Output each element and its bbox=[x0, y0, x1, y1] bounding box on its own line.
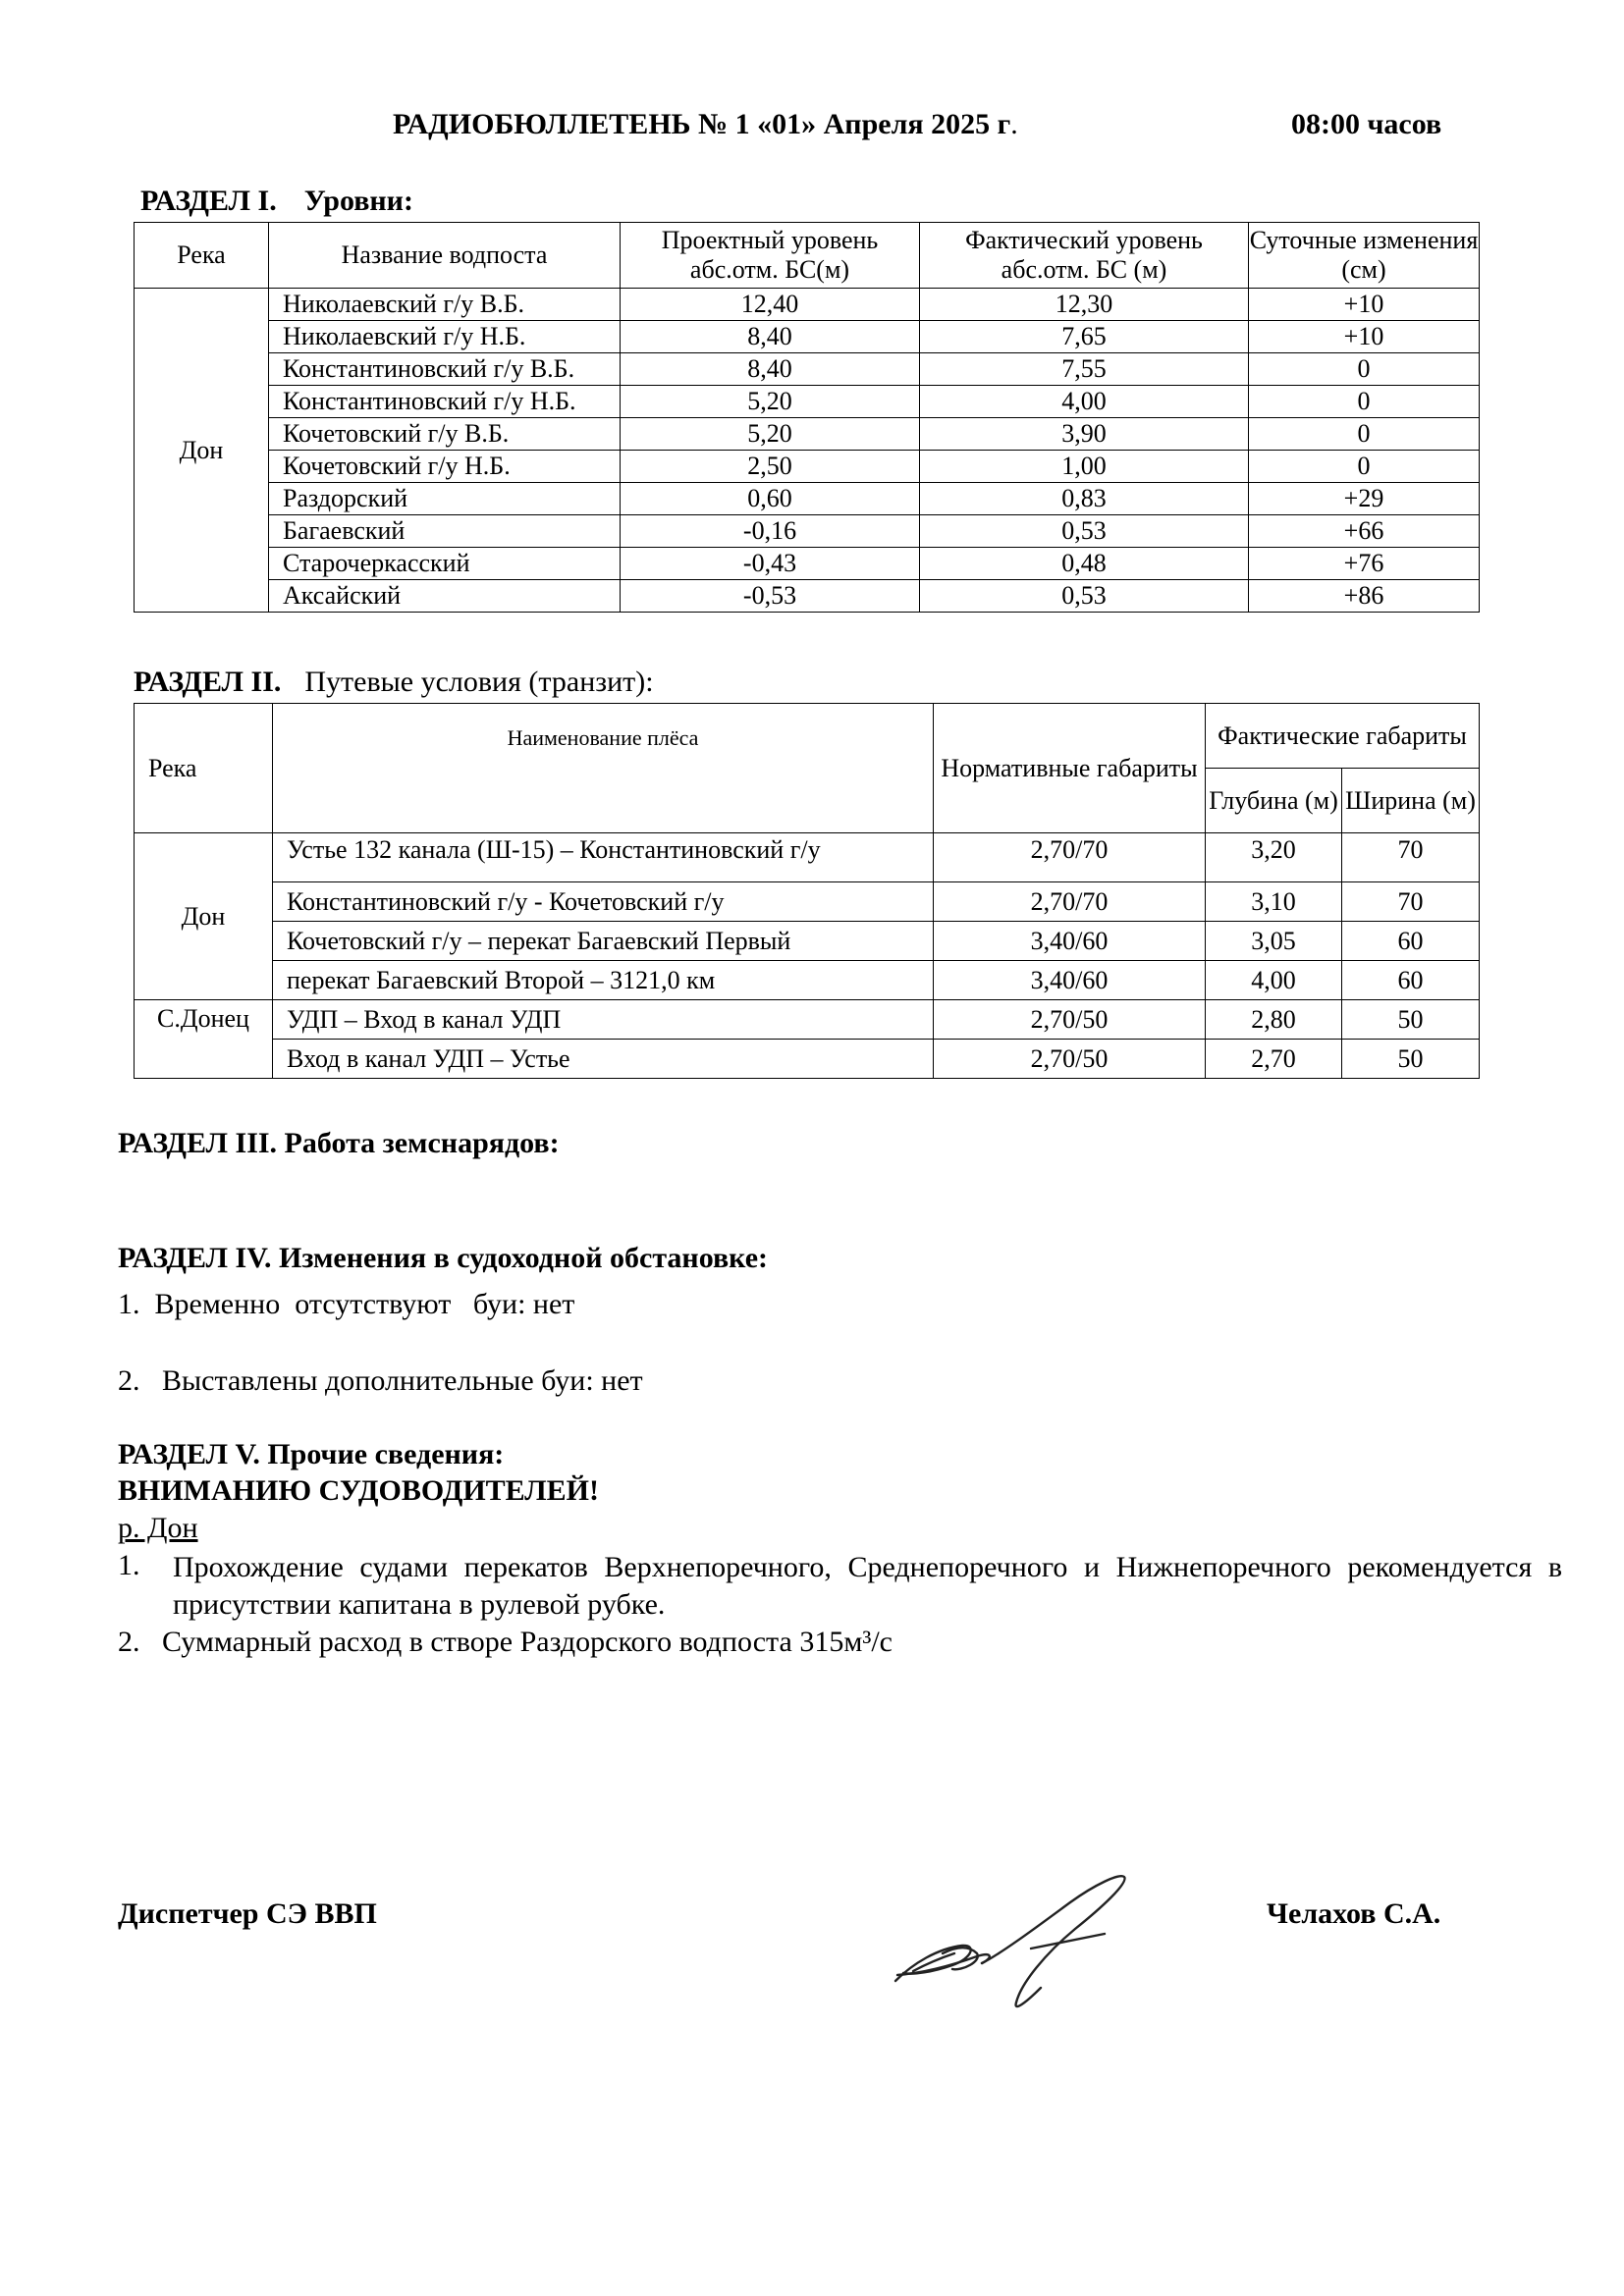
normative-cell: 3,40/60 bbox=[934, 922, 1206, 961]
stretch-cell: Устье 132 канала (Ш-15) – Константиновский г/у bbox=[273, 833, 934, 882]
river-cell: Дон bbox=[135, 833, 273, 1000]
section5-heading: РАЗДЕЛ V. Прочие сведения: bbox=[118, 1438, 505, 1470]
actual-level-cell: 0,53 bbox=[920, 515, 1249, 548]
design-level-cell: 8,40 bbox=[621, 321, 920, 353]
signature-image bbox=[884, 1855, 1178, 2022]
normative-cell: 2,70/50 bbox=[934, 1040, 1206, 1079]
table-row bbox=[135, 882, 1480, 922]
table-row bbox=[135, 1040, 1480, 1079]
col-header-depth: Глубина (м) bbox=[1206, 769, 1342, 833]
daily-change-cell: 0 bbox=[1249, 353, 1480, 386]
attention-heading: ВНИМАНИЮ СУДОВОДИТЕЛЕЙ! bbox=[118, 1474, 599, 1507]
post-cell: Константиновский г/у Н.Б. bbox=[269, 386, 621, 418]
design-level-cell: -0,16 bbox=[621, 515, 920, 548]
col-header-post: Название водпоста bbox=[269, 223, 621, 289]
normative-cell: 3,40/60 bbox=[934, 961, 1206, 1000]
transit-table bbox=[134, 703, 1480, 1079]
levels-table bbox=[134, 222, 1480, 613]
design-level-cell: -0,43 bbox=[621, 548, 920, 580]
table-row bbox=[135, 833, 1480, 882]
width-cell: 60 bbox=[1342, 922, 1480, 961]
daily-change-cell: 0 bbox=[1249, 451, 1480, 483]
depth-cell: 2,80 bbox=[1206, 1000, 1342, 1040]
col-header-design-level: Проектный уровень абс.отм. БС(м) bbox=[621, 223, 920, 289]
table-row bbox=[135, 515, 1480, 548]
depth-cell: 2,70 bbox=[1206, 1040, 1342, 1079]
daily-change-cell: +76 bbox=[1249, 548, 1480, 580]
actual-level-cell: 12,30 bbox=[920, 289, 1249, 321]
col-header-width: Ширина (м) bbox=[1342, 769, 1480, 833]
actual-level-cell: 4,00 bbox=[920, 386, 1249, 418]
width-cell: 70 bbox=[1342, 833, 1480, 882]
section5-item: Прохождение судами перекатов Верхнепоречного, Среднепоречного и Нижнепоречного рекомендуется в присутствии капитана в рулевой рубке. bbox=[173, 1551, 1562, 1621]
dispatcher-position: Диспетчер СЭ ВВП bbox=[118, 1897, 377, 1930]
design-level-cell: 8,40 bbox=[621, 353, 920, 386]
post-cell: Кочетовский г/у В.Б. bbox=[269, 418, 621, 451]
section4-item: 1. Временно отсутствуют буи: нет bbox=[118, 1288, 575, 1320]
normative-cell: 2,70/50 bbox=[934, 1000, 1206, 1040]
table-row bbox=[135, 548, 1480, 580]
col-header-daily-change: Суточные изменения (см) bbox=[1249, 223, 1480, 289]
section5-item-number: 1. bbox=[118, 1549, 140, 1581]
river-label: р. Дон bbox=[118, 1512, 198, 1544]
table-row bbox=[135, 922, 1480, 961]
daily-change-cell: +10 bbox=[1249, 321, 1480, 353]
section1-heading: РАЗДЕЛ I. Уровни: bbox=[140, 185, 413, 217]
river-cell: Дон bbox=[135, 289, 269, 613]
daily-change-cell: +29 bbox=[1249, 483, 1480, 515]
stretch-cell: перекат Багаевский Второй – 3121,0 км bbox=[273, 961, 934, 1000]
section4-item: 2. Выставлены дополнительные буи: нет bbox=[118, 1364, 643, 1397]
actual-level-cell: 1,00 bbox=[920, 451, 1249, 483]
post-cell: Кочетовский г/у Н.Б. bbox=[269, 451, 621, 483]
depth-cell: 3,05 bbox=[1206, 922, 1342, 961]
depth-cell: 4,00 bbox=[1206, 961, 1342, 1000]
table-row bbox=[135, 289, 1480, 321]
section4-heading: РАЗДЕЛ IV. Изменения в судоходной обстановке: bbox=[118, 1242, 769, 1274]
width-cell: 60 bbox=[1342, 961, 1480, 1000]
design-level-cell: 2,50 bbox=[621, 451, 920, 483]
stretch-cell: Кочетовский г/у – перекат Багаевский Первый bbox=[273, 922, 934, 961]
width-cell: 50 bbox=[1342, 1040, 1480, 1079]
table-row bbox=[135, 1000, 1480, 1040]
col-header-stretch: Наименование плёса bbox=[273, 704, 934, 833]
table-header-row bbox=[135, 704, 1480, 769]
table-row bbox=[135, 451, 1480, 483]
actual-level-cell: 3,90 bbox=[920, 418, 1249, 451]
daily-change-cell: +66 bbox=[1249, 515, 1480, 548]
col-header-river: Река bbox=[135, 223, 269, 289]
col-header-actual-level: Фактический уровень абс.отм. БС (м) bbox=[920, 223, 1249, 289]
design-level-cell: 12,40 bbox=[621, 289, 920, 321]
stretch-cell: УДП – Вход в канал УДП bbox=[273, 1000, 934, 1040]
col-header-river: Река bbox=[135, 704, 273, 833]
width-cell: 50 bbox=[1342, 1000, 1480, 1040]
daily-change-cell: +10 bbox=[1249, 289, 1480, 321]
depth-cell: 3,10 bbox=[1206, 882, 1342, 922]
post-cell: Багаевский bbox=[269, 515, 621, 548]
normative-cell: 2,70/70 bbox=[934, 882, 1206, 922]
river-cell: С.Донец bbox=[135, 1000, 273, 1079]
actual-level-cell: 7,65 bbox=[920, 321, 1249, 353]
normative-cell: 2,70/70 bbox=[934, 833, 1206, 882]
table-row bbox=[135, 418, 1480, 451]
design-level-cell: -0,53 bbox=[621, 580, 920, 613]
col-header-actual: Фактические габариты bbox=[1206, 704, 1480, 769]
col-header-normative: Нормативные габариты bbox=[934, 704, 1206, 833]
table-row bbox=[135, 580, 1480, 613]
post-cell: Николаевский г/у Н.Б. bbox=[269, 321, 621, 353]
stretch-cell: Вход в канал УДП – Устье bbox=[273, 1040, 934, 1079]
depth-cell: 3,20 bbox=[1206, 833, 1342, 882]
actual-level-cell: 0,48 bbox=[920, 548, 1249, 580]
daily-change-cell: 0 bbox=[1249, 418, 1480, 451]
dispatcher-name: Челахов С.А. bbox=[1267, 1897, 1441, 1930]
section5-item: 2. Суммарный расход в створе Раздорского водпоста 315м³/с bbox=[118, 1626, 893, 1658]
post-cell: Старочеркасский bbox=[269, 548, 621, 580]
design-level-cell: 0,60 bbox=[621, 483, 920, 515]
actual-level-cell: 0,83 bbox=[920, 483, 1249, 515]
section3-heading: РАЗДЕЛ III. Работа земснарядов: bbox=[118, 1127, 560, 1159]
stretch-cell: Константиновский г/у - Кочетовский г/у bbox=[273, 882, 934, 922]
design-level-cell: 5,20 bbox=[621, 418, 920, 451]
table-row bbox=[135, 386, 1480, 418]
table-header-row bbox=[135, 223, 1480, 289]
table-row bbox=[135, 483, 1480, 515]
daily-change-cell: +86 bbox=[1249, 580, 1480, 613]
table-row bbox=[135, 961, 1480, 1000]
bulletin-time: 08:00 часов bbox=[1291, 108, 1442, 140]
post-cell: Николаевский г/у В.Б. bbox=[269, 289, 621, 321]
actual-level-cell: 0,53 bbox=[920, 580, 1249, 613]
table-row bbox=[135, 321, 1480, 353]
design-level-cell: 5,20 bbox=[621, 386, 920, 418]
table-row bbox=[135, 353, 1480, 386]
post-cell: Константиновский г/у В.Б. bbox=[269, 353, 621, 386]
section2-heading: РАЗДЕЛ II. Путевые условия (транзит): bbox=[134, 666, 654, 698]
bulletin-title: РАДИОБЮЛЛЕТЕНЬ № 1 «01» Апреля 2025 г. bbox=[393, 108, 1018, 140]
daily-change-cell: 0 bbox=[1249, 386, 1480, 418]
width-cell: 70 bbox=[1342, 882, 1480, 922]
post-cell: Аксайский bbox=[269, 580, 621, 613]
post-cell: Раздорский bbox=[269, 483, 621, 515]
actual-level-cell: 7,55 bbox=[920, 353, 1249, 386]
